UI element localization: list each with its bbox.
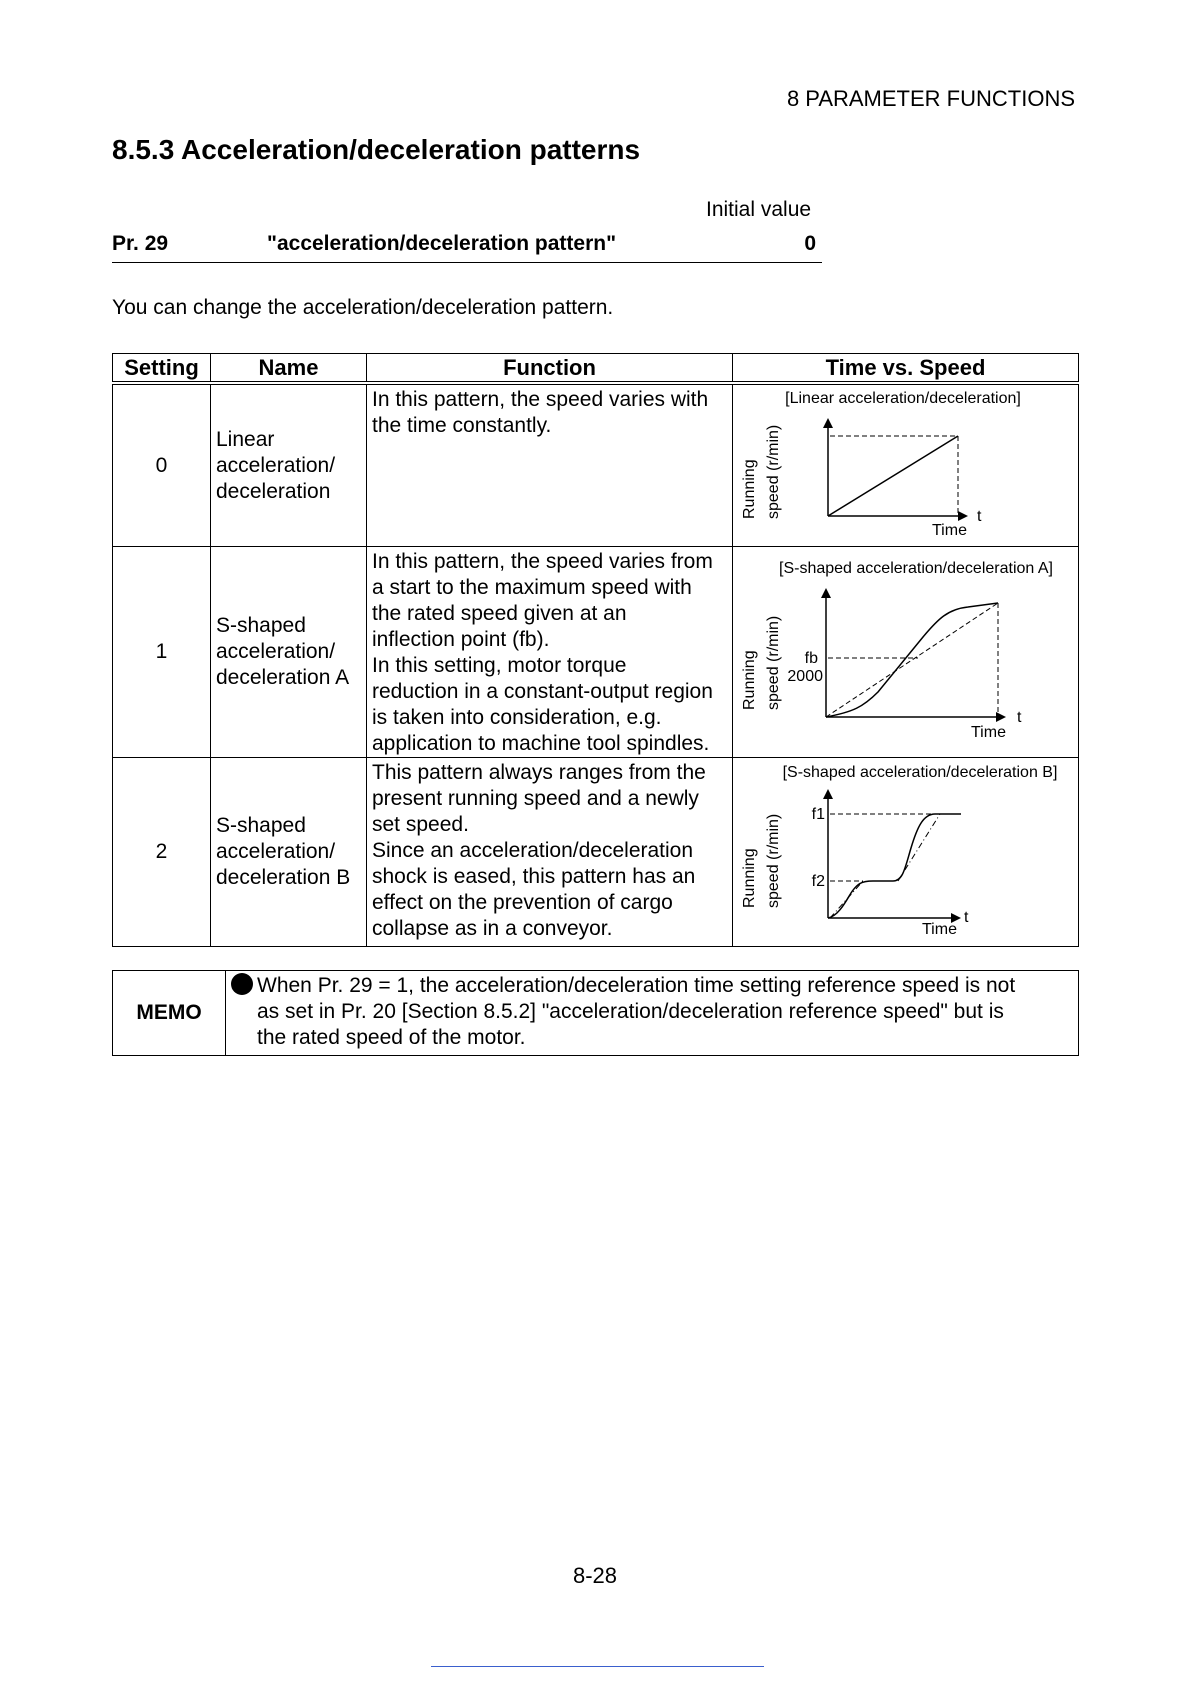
- name-cell: [211, 758, 367, 947]
- memo-line: When Pr. 29 = 1, the acceleration/deceleration time setting reference speed is not: [257, 974, 1016, 997]
- name-line: deceleration B: [216, 866, 351, 889]
- graph-title: [S-shaped acceleration/deceleration A]: [779, 560, 1053, 577]
- name-line: deceleration A: [216, 666, 350, 689]
- function-line: This pattern always ranges from the: [372, 761, 706, 784]
- initial-value-label: Initial value: [706, 198, 812, 221]
- header-time-vs-speed: Time vs. Speed: [733, 354, 1079, 384]
- function-line: In this setting, motor torque: [372, 654, 627, 677]
- s-curve-b-graph: [733, 758, 1079, 946]
- function-cell: [367, 383, 733, 547]
- footer-rule: [431, 1666, 764, 1667]
- t-label: t: [1017, 709, 1022, 726]
- fb-value: 2000: [787, 668, 823, 685]
- table-header-row: [113, 354, 1079, 384]
- memo-text: [226, 971, 1079, 1056]
- table-row: [113, 383, 1079, 547]
- function-line: In this pattern, the speed varies from: [372, 550, 713, 573]
- function-line: inflection point (fb).: [372, 628, 550, 651]
- y-axis-arrow: [821, 588, 831, 598]
- linear-reference-line: [826, 603, 998, 717]
- name-cell: [211, 547, 367, 758]
- function-line: In this pattern, the speed varies with: [372, 388, 709, 411]
- parameter-row: [112, 230, 822, 263]
- header-setting: Setting: [113, 354, 211, 384]
- function-line: the time constantly.: [372, 414, 552, 437]
- chart-cell: [733, 547, 1079, 758]
- chart-cell: [733, 383, 1079, 547]
- y-axis-label-line2: speed (r/min): [765, 615, 782, 710]
- parameter-id: Pr. 29: [112, 232, 169, 255]
- speed-curve: [826, 603, 998, 717]
- memo-line: the rated speed of the motor.: [257, 1026, 526, 1049]
- name-line: acceleration/: [216, 840, 336, 863]
- s-curve-a-graph: [733, 547, 1079, 756]
- setting-cell: 1: [113, 547, 211, 758]
- linear-pattern-graph: [733, 385, 1079, 546]
- f2-label: f2: [811, 873, 825, 890]
- y-axis-label-line2: speed (r/min): [765, 424, 782, 519]
- setting-cell: 2: [113, 758, 211, 947]
- t-label: t: [964, 909, 969, 926]
- f1-label: f1: [811, 806, 825, 823]
- name-line: S-shaped: [216, 814, 306, 837]
- page-number: 8-28: [572, 1563, 618, 1588]
- y-axis-label-line2: speed (r/min): [765, 813, 782, 908]
- table-row: [113, 758, 1079, 947]
- function-line: application to machine tool spindles.: [372, 732, 710, 755]
- memo-body: [257, 973, 1070, 1051]
- graph-title: [Linear acceleration/deceleration]: [785, 390, 1021, 407]
- name-cell: [211, 383, 367, 547]
- chapter-header: 8 PARAMETER FUNCTIONS: [786, 86, 1075, 111]
- function-line: collapse as in a conveyor.: [372, 917, 613, 940]
- function-line: reduction in a constant-output region: [372, 680, 713, 703]
- function-line: shock is eased, this pattern has an: [372, 865, 696, 888]
- name-line: Linear: [216, 427, 275, 451]
- function-line: the rated speed given at an: [372, 602, 627, 625]
- memo-box: [112, 970, 1079, 1056]
- header-function: Function: [367, 354, 733, 384]
- memo-line: as set in Pr. 20 [Section 8.5.2] "acceleration/deceleration reference speed" but is: [257, 1000, 1004, 1023]
- t-label: t: [977, 508, 982, 525]
- function-line: is taken into consideration, e.g.: [372, 706, 662, 729]
- function-cell: [367, 547, 733, 758]
- chart-cell: [733, 758, 1079, 947]
- y-axis-arrow: [823, 418, 833, 428]
- function-line: effect on the prevention of cargo: [372, 891, 673, 914]
- section-title: 8.5.3 Acceleration/deceleration patterns: [112, 134, 641, 165]
- name-line: deceleration: [216, 479, 331, 503]
- function-line: set speed.: [372, 813, 469, 836]
- graph-title: [S-shaped acceleration/deceleration B]: [782, 764, 1058, 781]
- y-axis-label-line1: Running: [741, 848, 758, 908]
- function-line: Since an acceleration/deceleration: [372, 839, 694, 862]
- x-axis-label: Time: [971, 724, 1006, 741]
- speed-curve: [828, 436, 958, 516]
- name-line: S-shaped: [216, 614, 306, 637]
- parameter-name: "acceleration/deceleration pattern": [267, 232, 617, 255]
- memo-label: MEMO: [113, 971, 226, 1056]
- function-line: a start to the maximum speed with: [372, 576, 692, 599]
- function-line: present running speed and a newly: [372, 787, 699, 810]
- pattern-table: [112, 353, 1079, 947]
- y-axis-arrow: [823, 789, 833, 799]
- intro-text: You can change the acceleration/deceleration pattern.: [112, 296, 614, 319]
- x-axis-arrow: [958, 511, 968, 521]
- name-line: acceleration/: [216, 453, 336, 477]
- speed-curve: [828, 814, 961, 918]
- y-axis-label-line1: Running: [741, 459, 758, 519]
- x-axis-label: Time: [922, 921, 957, 938]
- name-line: acceleration/: [216, 640, 336, 663]
- parameter-initial-value: 0: [804, 232, 816, 255]
- y-axis-label-line1: Running: [741, 650, 758, 710]
- x-axis-label: Time: [932, 522, 967, 539]
- header-name: Name: [211, 354, 367, 384]
- table-row: [113, 547, 1079, 758]
- function-cell: [367, 758, 733, 947]
- fb-label: fb: [804, 650, 818, 667]
- bullet-icon: [231, 973, 253, 995]
- setting-cell: 0: [113, 383, 211, 547]
